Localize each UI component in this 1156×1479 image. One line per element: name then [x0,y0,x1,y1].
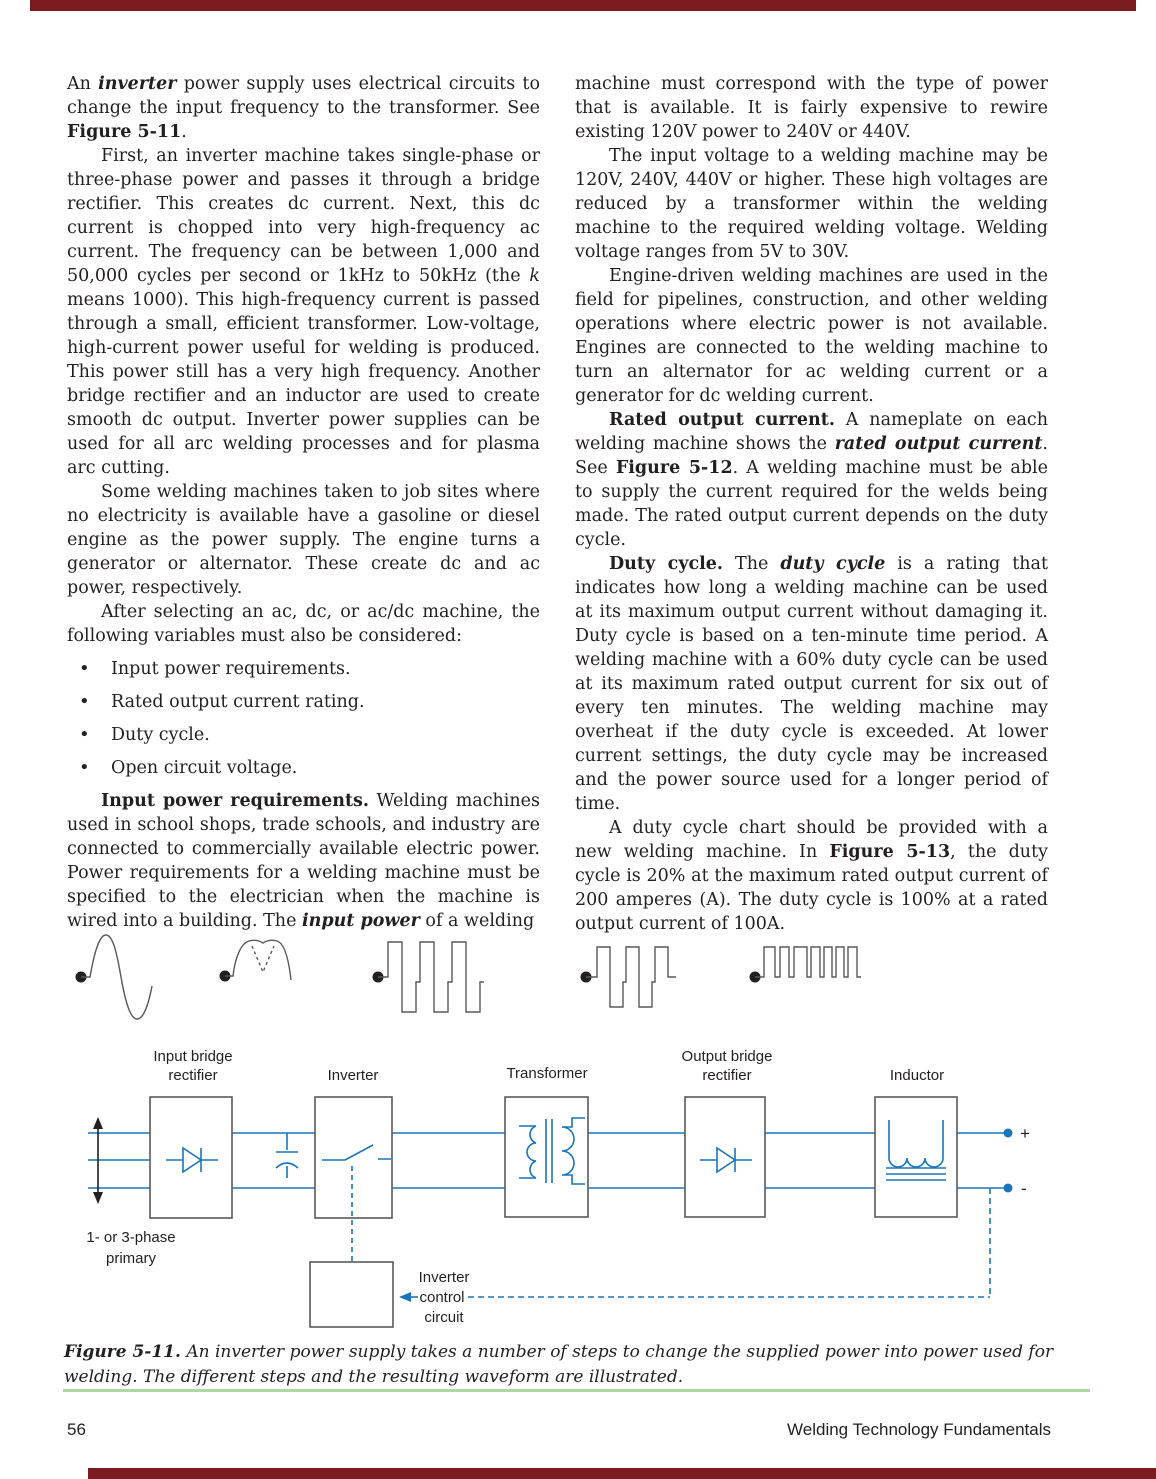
svg-text:control: control [419,1289,465,1306]
paragraph [575,72,1048,144]
bullet-list [67,657,540,780]
svg-text:circuit: circuit [424,1309,464,1326]
text-run: First, an inverter machine takes single-phase or three-phase power and passes it through a bridge rectifier. This creates dc current. Next, this dc current is chopped into very high-frequency ac current. The frequency can be between 1,000 and 50,000 cycles per second or 1kHz to 50kHz (the [67,146,540,286]
inverter-control-circuit-box [310,1262,393,1327]
text-run: Input power requirements. [101,791,369,811]
svg-text:Inverter: Inverter [418,1269,470,1286]
waveform-transformed-ac [581,947,677,1007]
text-run: A nameplate on each welding machine shows the [575,410,1048,454]
text-run: Figure 5-11 [67,122,182,142]
output-bridge-rectifier-label: Output bridge [681,1048,773,1065]
page-footer [67,1420,1051,1440]
block-boxes [150,1097,957,1327]
figure-caption-text: An inverter power supply takes a number of steps to change the supplied power into power used for welding. The different steps and the resulting waveform are illustrated. [64,1342,1054,1387]
text-run: An [67,74,99,94]
svg-text:rectifier: rectifier [702,1067,752,1084]
inductor-label: Inductor [889,1067,945,1084]
paragraph [575,408,1048,552]
text-run: Duty cycle. [609,554,724,574]
inductor-box [875,1097,957,1217]
capacitor-symbol [276,1133,298,1178]
text-run: . [181,122,187,142]
output-terminals [1004,1124,1031,1198]
section-divider-rule [63,1389,1090,1392]
text-run: rated output current [834,434,1043,454]
text-run: inverter [98,74,177,94]
body-text-columns [67,72,1048,936]
bullet-item: • Open circuit voltage. [67,756,540,780]
waveform-high-frequency-ac [373,942,485,1012]
book-title: Welding Technology Fundamentals [787,1420,1051,1439]
control-circuit-label [419,1269,470,1326]
text-run: . See [575,434,1048,478]
page-number: 56 [67,1420,86,1439]
waveform-ac-sine-input [76,935,153,1019]
right-column [575,72,1048,936]
negative-terminal-label: - [1021,1179,1027,1198]
figure-caption [64,1340,1056,1390]
text-run: Welding machines used in school shops, trade schools, and industry are connected to commercially available electric power. Power requirements for a welding machine must be specified to the electrician when the machine is wired into a building. The [67,791,540,931]
text-run: input power [302,911,420,931]
text-run: Rated output current. [609,410,835,430]
text-run: power supply uses electrical circuits to change the input frequency to the transformer. See [67,74,540,118]
paragraph [67,600,540,648]
text-run: Figure 5-13 [829,842,951,862]
waveform-rectified-pulses [750,947,862,983]
text-run: means 1000). This high-frequency current is passed through a small, efficient transformer. Low-voltage, high-current power useful for welding is produced. This power still has a very high frequency. Another bridge rectifier and an inductor are used to create smooth dc output. Inverter power supplies can be used for all arc welding processes and for plasma arc cutting. [67,290,540,478]
text-run: machine must correspond with the type of power that is available. It is fairly expensive to rewire existing 120V power to 240V or 440V. [575,74,1048,142]
text-run: After selecting an ac, dc, or ac/dc machine, the following variables must also be considered: [67,602,540,646]
paragraph [575,816,1048,936]
text-run: of a welding [419,911,535,931]
text-run: A duty cycle chart should be provided with a new welding machine. In [575,818,1048,862]
input-bridge-rectifier-box [150,1097,232,1218]
paragraph [575,264,1048,408]
inverter-label: Inverter [327,1067,379,1084]
inverter-box [315,1097,392,1218]
text-run: Figure 5-12 [615,458,733,478]
left-column [67,72,540,936]
output-bridge-rectifier-box [685,1097,765,1217]
text-run: . A welding machine must be able to supply the current required for the welds being made. The rated output current depends on the duty cycle. [575,458,1048,550]
transformer-label: Transformer [506,1065,588,1082]
text-run: Some welding machines taken to job sites where no electricity is available have a gasoline or diesel engine as the power supply. The engine turns a generator or alternator. These create dc and ac power, respectively. [67,482,540,598]
text-run: k [529,266,540,286]
paragraph [575,552,1048,816]
input-bridge-rectifier-label: Input bridge [153,1048,233,1065]
svg-text:primary: primary [105,1250,157,1267]
paragraph [67,480,540,600]
paragraph [575,144,1048,264]
page-edge-artifact-top [30,0,1136,11]
text-run: The input voltage to a welding machine may be 120V, 240V, 440V or higher. These high voltages are reduced by a transformer within the welding machine to the required welding voltage. Welding voltage ranges from 5V to 30V. [575,146,1048,262]
primary-label: 1- or 3-phase [86,1229,176,1246]
waveform-rectified-dc [220,940,292,981]
control-arrowhead [399,1292,411,1302]
bullet-item: • Duty cycle. [67,723,540,747]
bullet-item: • Rated output current rating. [67,690,540,714]
paragraph [67,72,540,144]
page-edge-artifact-bottom [88,1468,1156,1479]
bullet-item: • Input power requirements. [67,657,540,681]
positive-terminal-dot [1004,1129,1013,1138]
figure-5-11-diagram [0,920,1156,1340]
paragraph [67,144,540,480]
negative-terminal-dot [1004,1184,1013,1193]
text-run: is a rating that indicates how long a welding machine can be used at its maximum output current without damaging it. Duty cycle is based on a ten-minute time period. A welding machine with a 60% duty cycle can be used at its maximum rated output current for six out of every ten minutes. The welding machine may overheat if the duty cycle is exceeded. At lower current settings, the duty cycle may be increased and the power source used for a longer period of time. [575,554,1048,814]
text-run: Engine-driven welding machines are used in the field for pipelines, construction, and other welding operations where electric power is not available. Engines are connected to the welding machine to turn an alternator for ac welding current or a generator for dc welding current. [575,266,1048,406]
text-run: duty cycle [780,554,886,574]
paragraph [67,789,540,933]
text-run: , the duty cycle is 20% at the maximum rated output current of 200 amperes (A). The duty cycle is 100% at a rated output current of 100A. [575,842,1048,934]
svg-text:rectifier: rectifier [168,1067,218,1084]
figure-caption-label: Figure 5-11. [64,1342,181,1362]
positive-terminal-label: + [1020,1124,1030,1143]
text-run: The [723,554,781,574]
